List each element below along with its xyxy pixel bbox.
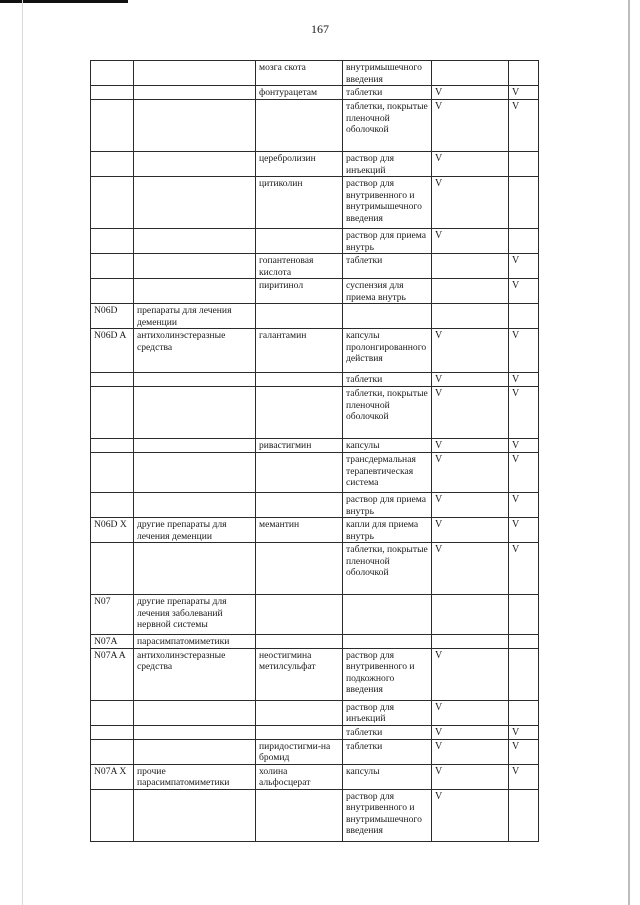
mark-cell-1 (432, 304, 509, 329)
form-cell (343, 635, 432, 649)
mark-cell-1: V (432, 100, 509, 152)
mark-cell-2 (509, 229, 539, 254)
form-cell: внутримышечного введения (343, 61, 432, 86)
substance-cell: неостигмина метилсульфат (256, 648, 343, 700)
atc-code-cell (91, 493, 134, 518)
mark-cell-1: V (432, 764, 509, 789)
group-name-cell (134, 739, 256, 764)
table-row (91, 304, 539, 329)
mark-cell-2 (509, 595, 539, 635)
mark-cell-2 (509, 789, 539, 841)
atc-code-cell (91, 100, 134, 152)
atc-code-cell (91, 439, 134, 453)
form-cell: капсулы (343, 764, 432, 789)
mark-cell-2: V (509, 373, 539, 387)
group-name-cell: препараты для лечения деменции (134, 304, 256, 329)
mark-cell-2: V (509, 543, 539, 595)
table-row (91, 61, 539, 86)
mark-cell-1: V (432, 739, 509, 764)
form-cell (343, 595, 432, 635)
atc-code-cell (91, 739, 134, 764)
atc-code-cell (91, 254, 134, 279)
group-name-cell (134, 543, 256, 595)
mark-cell-2: V (509, 254, 539, 279)
mark-cell-1: V (432, 86, 509, 100)
mark-cell-2 (509, 304, 539, 329)
form-cell: суспензия для приема внутрь (343, 279, 432, 304)
top-edge-mark (0, 0, 128, 3)
mark-cell-2: V (509, 100, 539, 152)
form-cell: раствор для инъекций (343, 700, 432, 725)
atc-code-cell (91, 229, 134, 254)
table-row (91, 329, 539, 373)
mark-cell-1 (432, 279, 509, 304)
form-cell: таблетки (343, 86, 432, 100)
mark-cell-1: V (432, 453, 509, 493)
form-cell (343, 304, 432, 329)
mark-cell-2: V (509, 453, 539, 493)
substance-cell (256, 453, 343, 493)
form-cell: таблетки, покрытые пленочной оболочкой (343, 387, 432, 439)
mark-cell-2: V (509, 725, 539, 739)
substance-cell: ривастигмин (256, 439, 343, 453)
atc-code-cell (91, 387, 134, 439)
table-row (91, 518, 539, 543)
group-name-cell (134, 725, 256, 739)
mark-cell-1: V (432, 789, 509, 841)
substance-cell (256, 725, 343, 739)
mark-cell-1: V (432, 518, 509, 543)
table-row (91, 635, 539, 649)
substance-cell: цитиколин (256, 177, 343, 229)
form-cell: раствор для внутривенного и подкожного введения (343, 648, 432, 700)
mark-cell-1 (432, 254, 509, 279)
mark-cell-1: V (432, 373, 509, 387)
substance-cell (256, 100, 343, 152)
form-cell: таблетки, покрытые пленочной оболочкой (343, 543, 432, 595)
substance-cell (256, 493, 343, 518)
left-scan-edge (22, 0, 23, 905)
form-cell: таблетки (343, 725, 432, 739)
mark-cell-2: V (509, 329, 539, 373)
atc-code-cell: N07A (91, 635, 134, 649)
group-name-cell (134, 373, 256, 387)
mark-cell-1 (432, 635, 509, 649)
group-name-cell (134, 789, 256, 841)
table-row (91, 725, 539, 739)
atc-code-cell (91, 789, 134, 841)
mark-cell-2 (509, 635, 539, 649)
table-row (91, 595, 539, 635)
substance-cell (256, 304, 343, 329)
substance-cell: мемантин (256, 518, 343, 543)
mark-cell-2: V (509, 387, 539, 439)
table-row (91, 739, 539, 764)
table-row (91, 177, 539, 229)
table-row (91, 543, 539, 595)
group-name-cell (134, 86, 256, 100)
atc-code-cell (91, 543, 134, 595)
mark-cell-1: V (432, 329, 509, 373)
atc-code-cell (91, 152, 134, 177)
substance-cell: галантамин (256, 329, 343, 373)
substance-cell: мозга скота (256, 61, 343, 86)
table-row (91, 453, 539, 493)
table-row (91, 152, 539, 177)
mark-cell-1: V (432, 543, 509, 595)
table-row (91, 254, 539, 279)
form-cell: раствор для приема внутрь (343, 229, 432, 254)
group-name-cell: другие препараты для лечения деменции (134, 518, 256, 543)
atc-code-cell (91, 373, 134, 387)
substance-cell (256, 387, 343, 439)
form-cell: капли для приема внутрь (343, 518, 432, 543)
table-row (91, 373, 539, 387)
mark-cell-2: V (509, 86, 539, 100)
group-name-cell (134, 493, 256, 518)
atc-code-cell: N07A X (91, 764, 134, 789)
form-cell: таблетки (343, 373, 432, 387)
substance-cell (256, 543, 343, 595)
atc-code-cell (91, 177, 134, 229)
atc-code-cell: N06D X (91, 518, 134, 543)
atc-code-cell (91, 279, 134, 304)
group-name-cell: парасимпатомиметики (134, 635, 256, 649)
form-cell: раствор для внутривенного и внутримышечного введения (343, 789, 432, 841)
group-name-cell (134, 254, 256, 279)
table-row (91, 387, 539, 439)
atc-code-cell (91, 453, 134, 493)
substance-cell (256, 635, 343, 649)
form-cell: капсулы (343, 439, 432, 453)
group-name-cell (134, 387, 256, 439)
substance-cell: пиридостигми-на бромид (256, 739, 343, 764)
atc-code-cell (91, 86, 134, 100)
mark-cell-1: V (432, 387, 509, 439)
table-row (91, 229, 539, 254)
table-row (91, 86, 539, 100)
mark-cell-2: V (509, 764, 539, 789)
group-name-cell: прочие парасимпатомиметики (134, 764, 256, 789)
atc-code-cell: N06D (91, 304, 134, 329)
group-name-cell (134, 229, 256, 254)
mark-cell-2 (509, 700, 539, 725)
group-name-cell (134, 453, 256, 493)
table-row (91, 789, 539, 841)
group-name-cell (134, 100, 256, 152)
substance-cell: церебролизин (256, 152, 343, 177)
mark-cell-1: V (432, 725, 509, 739)
table-row (91, 439, 539, 453)
substance-cell (256, 789, 343, 841)
group-name-cell: антихолинэстеразные средства (134, 648, 256, 700)
mark-cell-2: V (509, 518, 539, 543)
mark-cell-1: V (432, 229, 509, 254)
form-cell: раствор для приема внутрь (343, 493, 432, 518)
group-name-cell (134, 700, 256, 725)
form-cell: таблетки, покрытые пленочной оболочкой (343, 100, 432, 152)
mark-cell-1: V (432, 700, 509, 725)
form-cell: раствор для инъекций (343, 152, 432, 177)
mark-cell-2: V (509, 739, 539, 764)
group-name-cell: другие препараты для лечения заболеваний нервной системы (134, 595, 256, 635)
mark-cell-1: V (432, 648, 509, 700)
mark-cell-1 (432, 61, 509, 86)
substance-cell (256, 229, 343, 254)
substance-cell: пиритинол (256, 279, 343, 304)
group-name-cell (134, 61, 256, 86)
substance-cell: фонтурацетам (256, 86, 343, 100)
form-cell: раствор для внутривенного и внутримышечного введения (343, 177, 432, 229)
table-row (91, 100, 539, 152)
group-name-cell (134, 152, 256, 177)
atc-code-cell: N07 (91, 595, 134, 635)
atc-code-cell (91, 61, 134, 86)
mark-cell-1: V (432, 493, 509, 518)
table-row (91, 764, 539, 789)
mark-cell-2: V (509, 493, 539, 518)
atc-code-cell: N06D A (91, 329, 134, 373)
group-name-cell (134, 279, 256, 304)
atc-code-cell (91, 725, 134, 739)
table-row (91, 648, 539, 700)
form-cell: трансдермальная терапевтическая система (343, 453, 432, 493)
group-name-cell (134, 439, 256, 453)
mark-cell-2: V (509, 439, 539, 453)
drug-list-table (90, 60, 539, 842)
mark-cell-2 (509, 61, 539, 86)
mark-cell-2 (509, 152, 539, 177)
form-cell: таблетки (343, 739, 432, 764)
mark-cell-1: V (432, 439, 509, 453)
mark-cell-2: V (509, 279, 539, 304)
substance-cell (256, 373, 343, 387)
table-row (91, 493, 539, 518)
mark-cell-1: V (432, 152, 509, 177)
mark-cell-1 (432, 595, 509, 635)
mark-cell-2 (509, 177, 539, 229)
form-cell: таблетки (343, 254, 432, 279)
group-name-cell (134, 177, 256, 229)
table-row (91, 279, 539, 304)
mark-cell-2 (509, 648, 539, 700)
substance-cell (256, 700, 343, 725)
substance-cell (256, 595, 343, 635)
mark-cell-1: V (432, 177, 509, 229)
atc-code-cell (91, 700, 134, 725)
page-number: 167 (311, 22, 329, 36)
form-cell: капсулы пролонгированного действия (343, 329, 432, 373)
table-row (91, 700, 539, 725)
atc-code-cell: N07A A (91, 648, 134, 700)
group-name-cell: антихолинэстеразные средства (134, 329, 256, 373)
substance-cell: гопантеновая кислота (256, 254, 343, 279)
substance-cell: холина альфосцерат (256, 764, 343, 789)
right-scan-edge (628, 0, 630, 905)
